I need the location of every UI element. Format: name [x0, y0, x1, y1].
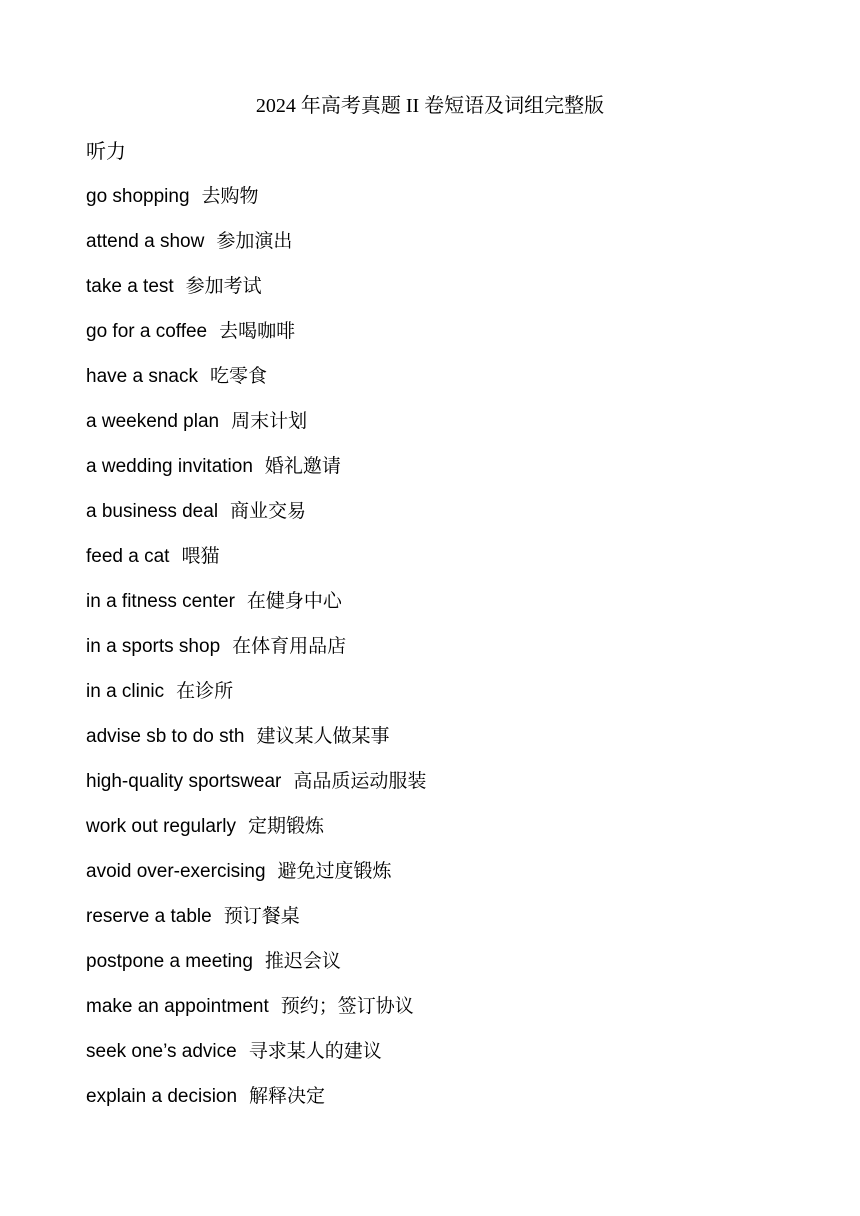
- phrase-english: go for a coffee: [86, 321, 208, 342]
- phrase-chinese: 预订餐桌: [223, 905, 300, 927]
- phrase-chinese: 在诊所: [176, 680, 234, 702]
- phrase-english: a weekend plan: [86, 411, 220, 432]
- page-title: 2024 年高考真题 II 卷短语及词组完整版: [255, 95, 605, 117]
- phrase-chinese: 避免过度锻炼: [277, 860, 392, 882]
- phrase-item: [86, 946, 426, 991]
- phrase-chinese: 参加考试: [185, 275, 262, 297]
- phrase-chinese: 喂猫: [181, 545, 220, 567]
- phrase-chinese: 商业交易: [230, 500, 307, 522]
- phrase-english: explain a decision: [86, 1086, 238, 1107]
- phrase-english: have a snack: [86, 366, 198, 387]
- phrase-chinese: 高品质运动服装: [293, 770, 427, 792]
- phrase-chinese: 参加演出: [216, 230, 293, 252]
- phrase-english: go shopping: [86, 186, 190, 207]
- phrase-item: [86, 316, 426, 361]
- phrase-chinese: 婚礼邀请: [264, 455, 341, 477]
- phrase-chinese: 推迟会议: [264, 950, 341, 972]
- phrase-english: postpone a meeting: [86, 951, 253, 972]
- phrase-item: [86, 226, 426, 271]
- phrase-item: [86, 811, 426, 856]
- section-heading-listening: 听力: [86, 141, 126, 163]
- phrase-english: reserve a table: [86, 906, 212, 927]
- phrase-chinese: 在健身中心: [246, 590, 342, 612]
- phrase-item: [86, 1036, 426, 1081]
- phrase-english: feed a cat: [86, 546, 170, 567]
- phrase-english: work out regularly: [86, 816, 236, 837]
- phrase-item: [86, 631, 426, 676]
- phrase-english: attend a show: [86, 231, 205, 252]
- phrase-chinese: 解释决定: [249, 1085, 326, 1107]
- phrase-item: [86, 991, 426, 1036]
- phrase-item: [86, 496, 426, 541]
- phrase-english: take a test: [86, 276, 174, 297]
- phrase-chinese: 去喝咖啡: [219, 320, 296, 342]
- phrase-english: high-quality sportswear: [86, 771, 282, 792]
- phrase-english: in a fitness center: [86, 591, 235, 612]
- phrase-english: a wedding invitation: [86, 456, 253, 477]
- phrase-chinese: 定期锻炼: [247, 815, 324, 837]
- phrase-item: [86, 361, 426, 406]
- phrase-item: [86, 856, 426, 901]
- phrase-chinese: 去购物: [201, 185, 259, 207]
- phrase-item: [86, 181, 426, 226]
- phrase-english: make an appointment: [86, 996, 269, 1017]
- phrase-item: [86, 676, 426, 721]
- phrase-english: advise sb to do sth: [86, 726, 245, 747]
- phrase-item: [86, 766, 426, 811]
- phrase-item: [86, 451, 426, 496]
- phrase-chinese: 预约；签订协议: [280, 995, 414, 1017]
- phrase-item: [86, 1081, 426, 1126]
- phrase-item: [86, 271, 426, 316]
- phrase-english: in a sports shop: [86, 636, 221, 657]
- phrase-chinese: 寻求某人的建议: [248, 1040, 382, 1062]
- phrase-english: avoid over-exercising: [86, 861, 266, 882]
- phrase-english: in a clinic: [86, 681, 165, 702]
- phrase-item: [86, 721, 426, 766]
- phrase-item: [86, 406, 426, 451]
- phrase-list: [86, 181, 426, 1126]
- phrase-chinese: 吃零食: [209, 365, 267, 387]
- phrase-english: a business deal: [86, 501, 219, 522]
- phrase-item: [86, 901, 426, 946]
- phrase-chinese: 周末计划: [231, 410, 308, 432]
- phrase-chinese: 在体育用品店: [232, 635, 347, 657]
- phrase-chinese: 建议某人做某事: [256, 725, 390, 747]
- phrase-english: seek one’s advice: [86, 1041, 237, 1062]
- phrase-item: [86, 541, 426, 586]
- phrase-item: [86, 586, 426, 631]
